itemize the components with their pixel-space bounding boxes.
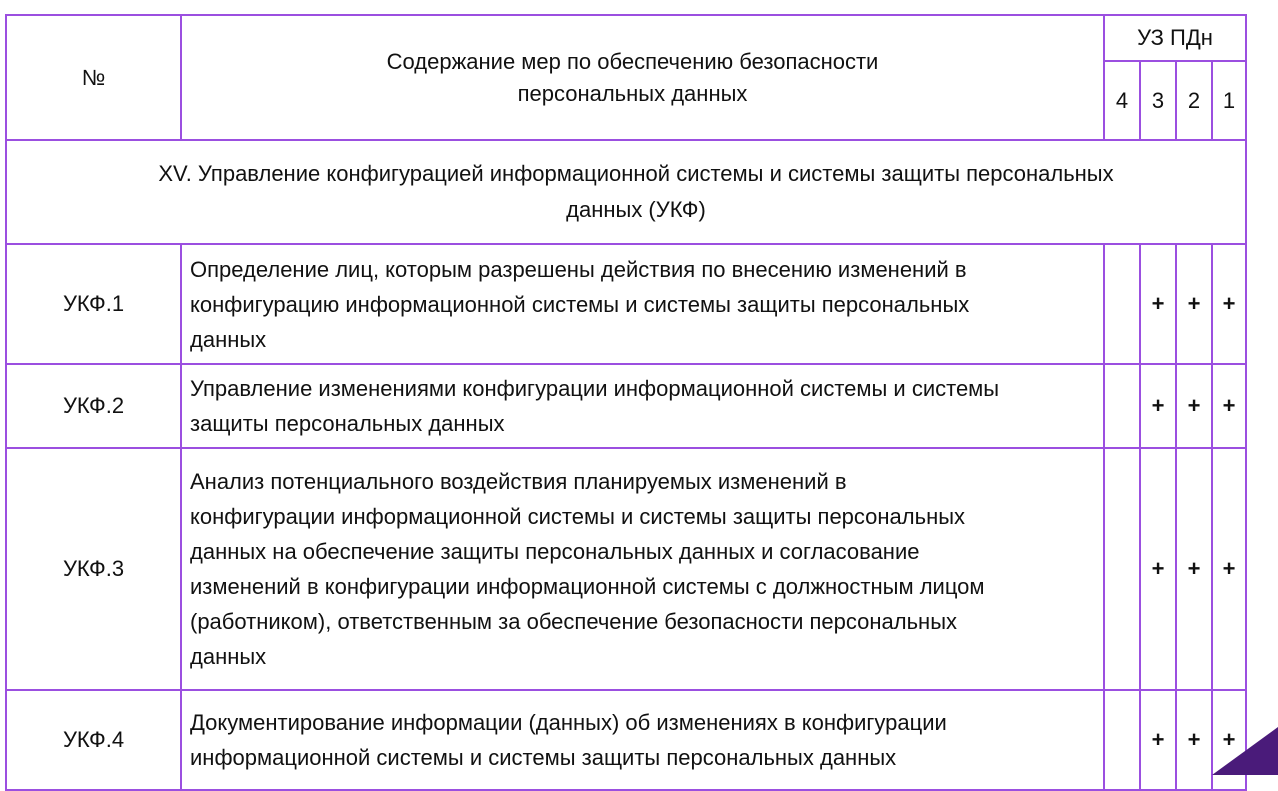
level-2-mark: + (1176, 690, 1212, 790)
level-1-mark: + (1212, 244, 1246, 364)
measure-line: защиты персональных данных (190, 411, 505, 436)
level-4-header: 4 (1104, 61, 1140, 140)
measure-line: изменений в конфигурации информационной системы с должностным лицом (190, 574, 985, 599)
level-1-mark: + (1212, 448, 1246, 690)
table-row (6, 448, 1246, 690)
level-4-mark (1104, 244, 1140, 364)
measure-line: конфигурацию информационной системы и системы защиты персональных (190, 291, 970, 317)
level-3-mark: + (1140, 364, 1176, 448)
section-heading-line: данных (УКФ) (566, 197, 706, 222)
measure-line: конфигурации информационной системы и системы защиты персональных (190, 504, 966, 529)
content-header-line: персональных данных (517, 80, 748, 106)
table-row (6, 690, 1246, 790)
measure-line: Документирование информации (данных) об изменениях в конфигурации (190, 710, 947, 735)
measure-line: данных на обеспечение защиты персональных данных и согласование (190, 539, 920, 564)
measure-description (181, 244, 1104, 364)
level-2-mark: + (1176, 364, 1212, 448)
section-row (6, 140, 1246, 244)
measure-line: данных (190, 644, 267, 669)
level-4-mark (1104, 690, 1140, 790)
table-row (6, 364, 1246, 448)
measure-description (181, 364, 1104, 448)
measure-description (181, 690, 1104, 790)
level-2-mark: + (1176, 448, 1212, 690)
level-3-mark: + (1140, 448, 1176, 690)
level-4-mark (1104, 364, 1140, 448)
content-header-line: Содержание мер по обеспечению безопасности (386, 48, 879, 74)
measure-line: данных (190, 326, 267, 352)
level-3-mark: + (1140, 690, 1176, 790)
level-2-header: 2 (1176, 61, 1212, 140)
table-row (6, 244, 1246, 364)
measure-line: (работником), ответственным за обеспечение безопасности персональных (190, 609, 958, 634)
measures-table (5, 14, 1247, 791)
level-3-header: 3 (1140, 61, 1176, 140)
section-heading (6, 140, 1246, 244)
measure-description (181, 448, 1104, 690)
measure-code: УКФ.4 (6, 690, 181, 790)
header-row (6, 15, 1246, 61)
level-2-mark: + (1176, 244, 1212, 364)
number-column-header: № (6, 15, 181, 140)
level-4-mark (1104, 448, 1140, 690)
measure-code: УКФ.1 (6, 244, 181, 364)
measure-line: Анализ потенциального воздействия планируемых изменений в (190, 469, 847, 494)
level-3-mark: + (1140, 244, 1176, 364)
uz-pdn-header: УЗ ПДн (1104, 15, 1246, 61)
level-1-mark: + (1212, 690, 1246, 790)
content-column-header (181, 15, 1104, 140)
page-corner-decoration (1212, 727, 1278, 775)
section-heading-line: XV. Управление конфигурацией информационной системы и системы защиты персональных (158, 161, 1114, 186)
level-1-mark: + (1212, 364, 1246, 448)
measure-line: информационной системы и системы защиты персональных данных (190, 745, 897, 770)
measure-line: Управление изменениями конфигурации информационной системы и системы (190, 376, 1000, 401)
measure-code: УКФ.3 (6, 448, 181, 690)
measure-line: Определение лиц, которым разрешены действия по внесению изменений в (190, 256, 967, 282)
measure-code: УКФ.2 (6, 364, 181, 448)
level-1-header: 1 (1212, 61, 1246, 140)
